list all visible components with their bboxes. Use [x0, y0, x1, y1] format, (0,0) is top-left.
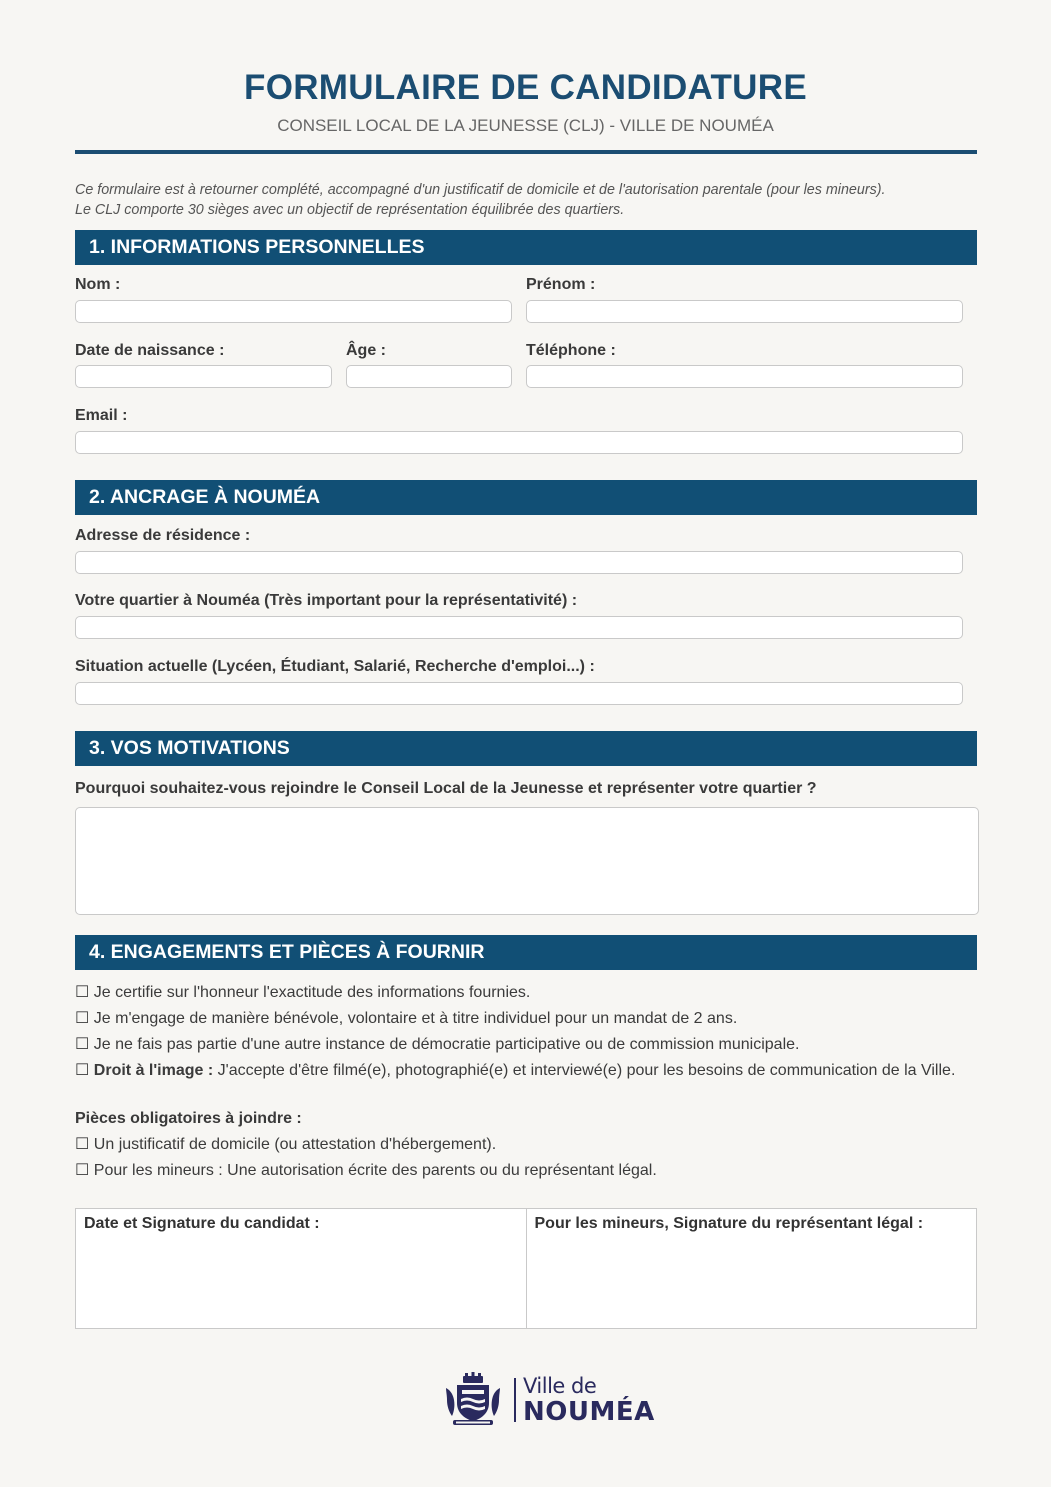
droit-image-label: Droit à l'image : — [93, 1062, 214, 1079]
prenom-label: Prénom : — [526, 276, 596, 293]
intro-line-1: Ce formulaire est à retourner complété, accompagné d'un justificatif de domicile et de l'autorisation parentale (pour les mineurs). — [75, 182, 886, 198]
signature-candidat-cell[interactable] — [76, 1209, 526, 1328]
nom-field[interactable] — [75, 300, 512, 323]
page-subtitle: CONSEIL LOCAL DE LA JEUNESSE (CLJ) - VILLE DE NOUMÉA — [277, 116, 774, 135]
motivation-question: Pourquoi souhaitez-vous rejoindre le Conseil Local de la Jeunesse et représenter votre quartier ? — [75, 780, 817, 797]
engagement-text-2: Je m'engage de manière bénévole, volontaire et à titre individuel pour un mandat de 2 ans. — [93, 1010, 738, 1027]
signature-table — [75, 1208, 977, 1329]
logo-divider — [514, 1378, 516, 1422]
email-label: Email : — [75, 407, 128, 424]
nom-label: Nom : — [75, 276, 121, 293]
signature-representant-cell[interactable] — [526, 1209, 977, 1328]
engagement-item-1[interactable] — [75, 983, 975, 1002]
telephone-label: Téléphone : — [526, 342, 616, 359]
section-header-ancrage: 2. ANCRAGE À NOUMÉA — [75, 480, 977, 515]
signature-candidat-label: Date et Signature du candidat : — [84, 1215, 320, 1232]
checkbox-icon[interactable]: ☐ — [75, 1062, 90, 1079]
intro-line-2: Le CLJ comporte 30 sièges avec un objectif de représentation équilibrée des quartiers. — [75, 202, 625, 218]
piece-item-2[interactable] — [75, 1161, 975, 1180]
section-header-personal-info: 1. INFORMATIONS PERSONNELLES — [75, 230, 977, 265]
signature-representant-label: Pour les mineurs, Signature du représentant légal : — [534, 1215, 924, 1232]
checkbox-icon[interactable]: ☐ — [75, 1036, 90, 1053]
quartier-label: Votre quartier à Nouméa (Très important pour la représentativité) : — [75, 592, 578, 609]
checkbox-icon[interactable]: ☐ — [75, 1162, 90, 1179]
age-field[interactable] — [346, 365, 512, 388]
ville-de-noumea-logo — [443, 1372, 655, 1428]
age-label: Âge : — [346, 342, 386, 359]
droit-image-text: J'accepte d'être filmé(e), photographié(e) et interviewé(e) pour les besoins de communication de la Ville. — [213, 1062, 956, 1079]
telephone-field[interactable] — [526, 365, 963, 388]
checkbox-icon[interactable]: ☐ — [75, 1136, 90, 1153]
motivation-textarea[interactable] — [75, 807, 979, 915]
date-naissance-label: Date de naissance : — [75, 342, 225, 359]
logo-text-noumea: NOUMÉA — [523, 1397, 655, 1427]
quartier-field[interactable] — [75, 616, 963, 639]
intro-text — [75, 180, 985, 220]
engagement-text-3: Je ne fais pas partie d'une autre instance de démocratie participative ou de commission municipale. — [93, 1036, 800, 1053]
logo-text-ville-de: Ville de — [523, 1374, 597, 1398]
situation-label: Situation actuelle (Lycéen, Étudiant, Salarié, Recherche d'emploi...) : — [75, 658, 595, 675]
pieces-title: Pièces obligatoires à joindre : — [75, 1110, 302, 1127]
adresse-field[interactable] — [75, 551, 963, 574]
engagement-item-3[interactable] — [75, 1035, 975, 1054]
engagement-item-2[interactable] — [75, 1009, 975, 1028]
engagement-text-1: Je certifie sur l'honneur l'exactitude des informations fournies. — [93, 984, 531, 1001]
title-divider — [75, 150, 977, 154]
adresse-label: Adresse de résidence : — [75, 527, 251, 544]
section-header-motivations: 3. VOS MOTIVATIONS — [75, 731, 977, 766]
section-header-engagements: 4. ENGAGEMENTS ET PIÈCES À FOURNIR — [75, 935, 977, 970]
email-field[interactable] — [75, 431, 963, 454]
piece-text-1: Un justificatif de domicile (ou attestation d'hébergement). — [93, 1136, 497, 1153]
checkbox-icon[interactable]: ☐ — [75, 984, 90, 1001]
piece-item-1[interactable] — [75, 1135, 975, 1154]
piece-text-2: Pour les mineurs : Une autorisation écrite des parents ou du représentant légal. — [93, 1162, 657, 1179]
page-title: FORMULAIRE DE CANDIDATURE — [244, 68, 807, 107]
engagement-item-droit-image[interactable] — [75, 1061, 970, 1080]
checkbox-icon[interactable]: ☐ — [75, 1010, 90, 1027]
prenom-field[interactable] — [526, 300, 963, 323]
date-naissance-field[interactable] — [75, 365, 332, 388]
situation-field[interactable] — [75, 682, 963, 705]
city-crest-icon — [443, 1372, 503, 1428]
